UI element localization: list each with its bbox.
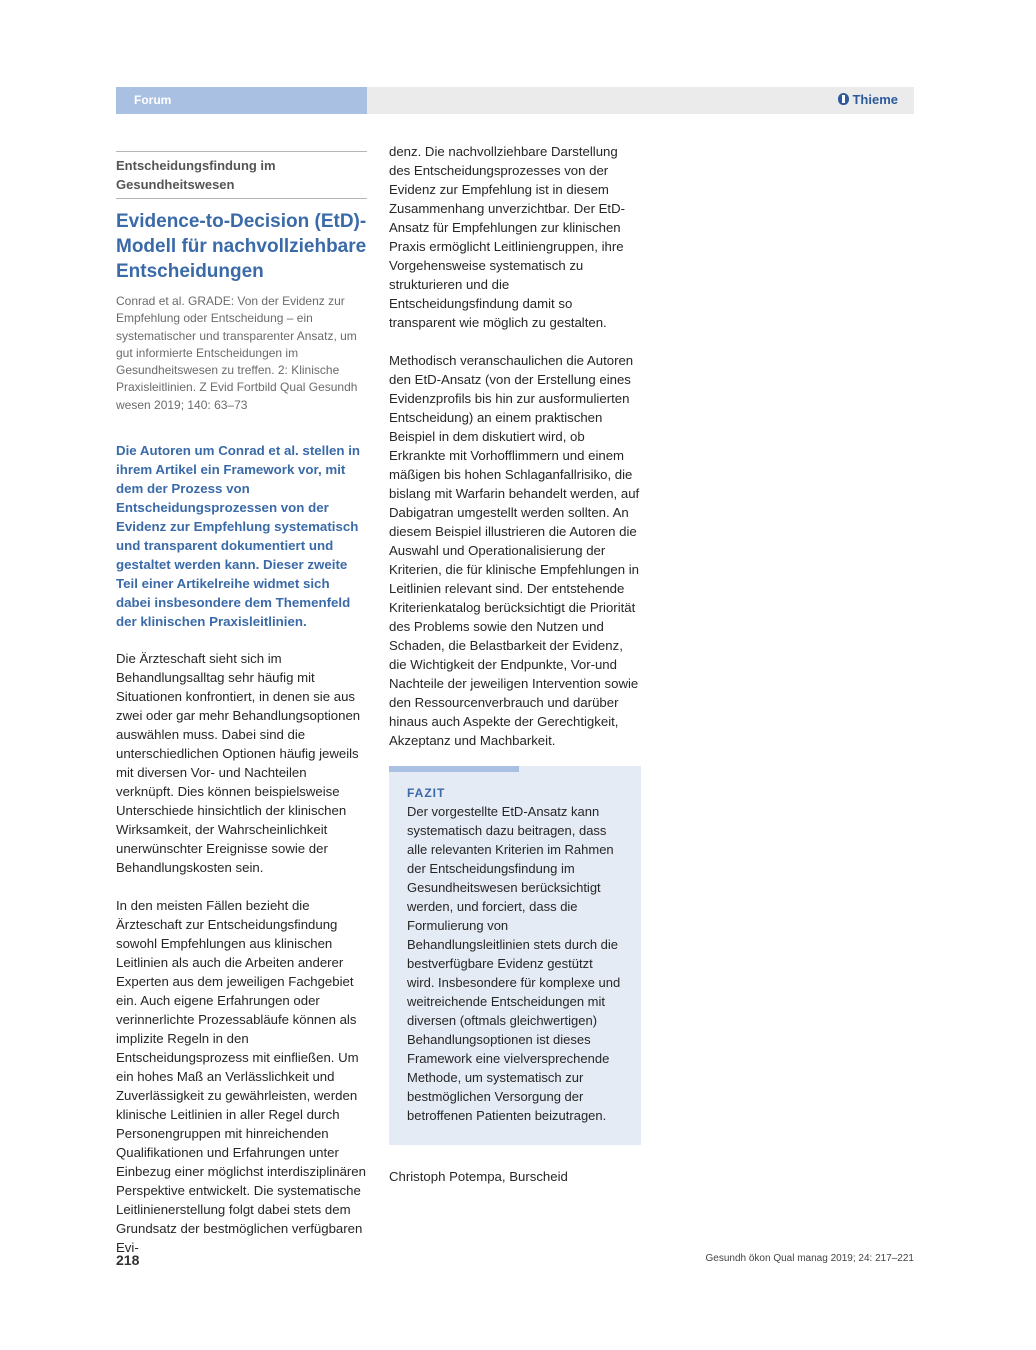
article-author: Christoph Potempa, Burscheid	[389, 1169, 568, 1184]
fazit-box	[389, 766, 641, 1145]
fazit-label: FAZIT	[407, 786, 446, 800]
page-header	[116, 87, 914, 114]
body-paragraph-1: Die Ärzteschaft sieht sich im Behandlungsalltag sehr häufig mit Situationen konfrontiert, in denen sie aus zwei oder gar mehr Behandlungsoptionen auswählen muss. Dabei sind die unterschiedlichen Optionen häufig jeweils mit diversen Vor- und Nachteilen verknüpft. Dies können beispielsweise Unterschiede hinsichtlich der klinischen Wirksamkeit, der Wahrscheinlichkeit unerwünschter Ereignisse sowie der Behandlungskosten sein.	[116, 651, 361, 876]
divider-bottom	[116, 198, 367, 199]
journal-citation: Gesundh ökon Qual manag 2019; 24: 217–221	[705, 1253, 914, 1264]
body-paragraph-2: In den meisten Fällen bezieht die Ärzteschaft zur Entscheidungsfindung sowohl Empfehlungen aus klinischen Leitlinien als auch die Arbeiten anderer Experten aus dem jeweiligen Fachgebiet ein. Auch eigene Erfahrungen oder verinnerlichte Prozessabläufe können als implizite Regeln in den Entscheidungsprozess mit einfließen. Um ein hohes Maß an Verlässlichkeit und Zuverlässigkeit zu gewährleisten, werden klinische Leitlinien in aller Regel durch Personengruppen mit hinreichenden Qualifikationen und Erfahrungen unter Einbezug einer möglichst interdisziplinären Perspektive entwickelt. Die systematische Leitlinienerstellung folgt dabei stets dem Grundsatz der bestmöglichen verfügbaren Evi-	[116, 898, 366, 1256]
article-category: Entscheidungsfindung im Gesundheitswesen	[116, 158, 276, 192]
fazit-accent-bar	[389, 766, 519, 772]
publisher-brand	[838, 92, 898, 107]
body-paragraph-3: denz. Die nachvollziehbare Darstellung des Entscheidungsprozesses von der Evidenz zur Empfehlung ist in diesem Zusammenhang unverzichtbar. Der EtD-Ansatz für Empfehlungen zur klinischen Praxis ermöglicht Leitliniengruppen, ihre Vorgehensweise systematisch zu strukturieren und die Entscheidungsfindung damit so transparent wie möglich zu gestalten.	[389, 144, 626, 330]
column-right	[389, 142, 641, 1184]
fazit-text: Der vorgestellte EtD-Ansatz kann systematisch dazu beitragen, dass alle relevanten Kriterien im Rahmen der Entscheidungsfindung im Gesundheitswesen berücksichtigt werden, und forciert, dass die Formulierung von Behandlungsleitlinien stets durch die bestverfügbare Evidenz gestützt wird. Insbesondere für komplexe und weitreichende Entscheidungen mit diversen (oftmals gleichwertigen) Behandlungsoptionen ist dieses Framework eine vielversprechende Methode, um systematisch zur bestmöglichen Versorgung der betroffenen Patienten beizutragen.	[407, 804, 621, 1123]
brand-label: Thieme	[852, 92, 898, 107]
section-label: Forum	[134, 93, 172, 107]
article-lead: Die Autoren um Conrad et al. stellen in ihrem Artikel ein Framework vor, mit dem der Prozess von Entscheidungsprozessen von der Evidenz zur Empfehlung systematisch und transparent dokumentiert und gestaltet werden kann. Dieser zweite Teil einer Artikelreihe widmet sich dabei insbesondere dem Themenfeld der klinischen Praxisleitlinien.	[116, 443, 361, 630]
column-left	[116, 151, 367, 1257]
article-title: Evidence-to-Decision (EtD)-Modell für nachvollziehbare Entscheidungen	[116, 211, 367, 282]
article-reference: Conrad et al. GRADE: Von der Evidenz zur Empfehlung oder Entscheidung – ein systematischer und transparenter Ansatz, um gut informierte Entscheidungen im Gesundheitswesen zu treffen. 2: Klinische Praxisleitlinien. Z Evid Fortbild Qual Gesundh wesen 2019; 140: 63–73	[116, 294, 358, 412]
page-number: 218	[116, 1252, 140, 1268]
thieme-logo-icon	[838, 93, 849, 105]
body-paragraph-4: Methodisch veranschaulichen die Autoren den EtD-Ansatz (von der Erstellung eines Evidenzprofils bis hin zur ausformulierten Entscheidung) an einem praktischen Beispiel in dem diskutiert wird, ob Erkrankte mit Vorhofflimmern und einem mäßigen bis hohen Schlaganfallrisiko, die bislang mit Warfarin behandelt werden, auf Dabigatran umgestellt werden sollten. An diesem Beispiel illustrieren die Autoren die Auswahl und Operationalisierung der Kriterien, die für klinische Empfehlungen in Leitlinien relevant sind. Der entstehende Kriterienkatalog berücksichtigt die Priorität des Problems sowie den Nutzen und Schaden, die Belastbarkeit der Evidenz, die Wichtigkeit der Endpunkte, Vor-und Nachteile der jeweiligen Intervention sowie den Ressourcenverbrauch und darüber hinaus auch Aspekte der Gerechtigkeit, Akzeptanz und Machbarkeit.	[389, 353, 640, 748]
section-tab	[116, 87, 367, 114]
